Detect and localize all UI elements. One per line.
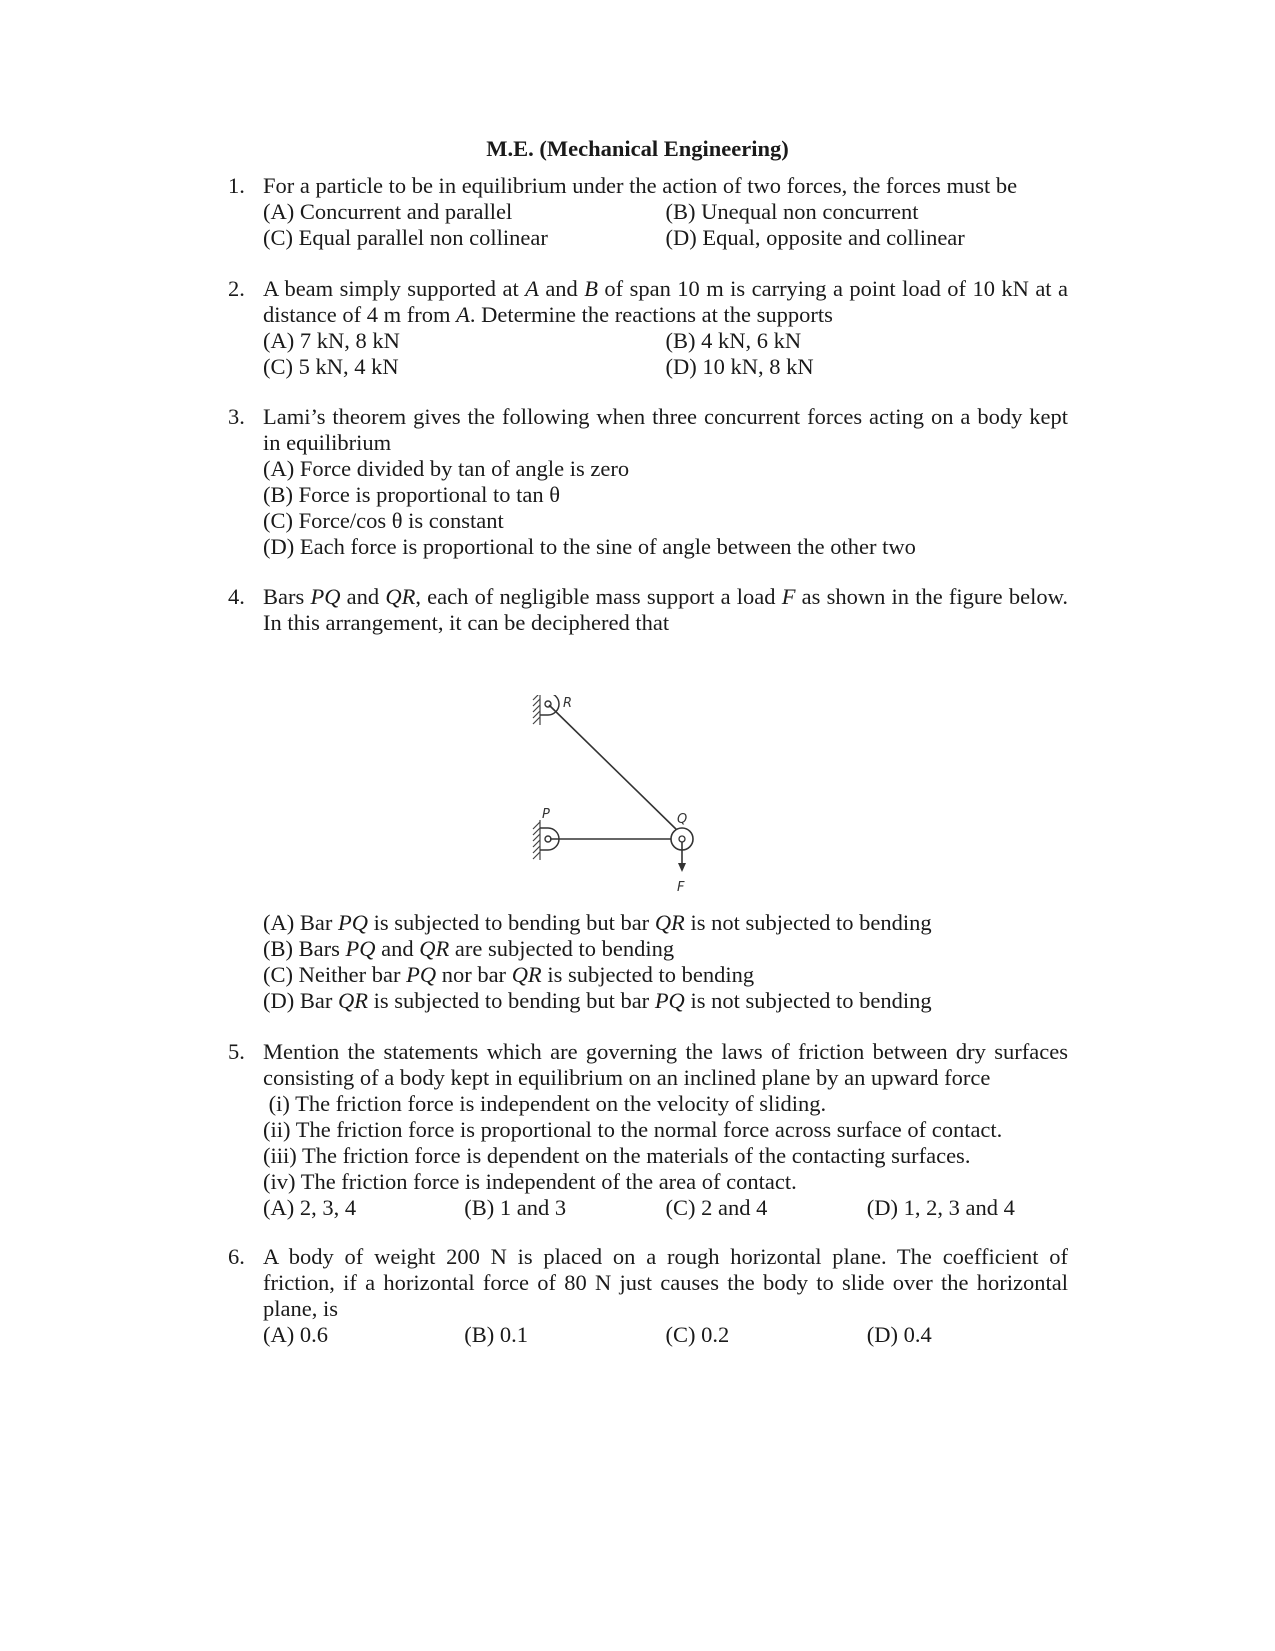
option-a: (A) 7 kN, 8 kN: [263, 328, 400, 353]
question-number: 6.: [228, 1244, 245, 1269]
question-number: 5.: [228, 1039, 245, 1064]
option-a: (A) 2, 3, 4: [263, 1195, 357, 1220]
option-c: (C) 5 kN, 4 kN: [263, 354, 399, 379]
statement-iii: (iii) The friction force is dependent on the materials of the contacting surfaces.: [263, 1143, 971, 1168]
bar-support-figure: [530, 695, 750, 930]
option-d: (D) 1, 2, 3 and 4: [866, 1195, 1015, 1220]
option-d: (D) 0.4: [866, 1322, 932, 1347]
option-b: (B) Unequal non concurrent: [665, 199, 919, 224]
option-c: (C) 2 and 4: [665, 1195, 768, 1220]
question-6: [228, 1244, 1068, 1348]
load-arrowhead: [678, 863, 686, 872]
question-stem: Mention the statements which are governing the laws of friction between dry surfaces consisting of a body kept in equilibrium on an inclined plane by an upward force: [263, 1039, 1068, 1090]
question-2: [228, 276, 1068, 380]
question-4: [228, 584, 1068, 636]
option-a: (A) Bar PQ is subjected to bending but bar QR is not subjected to bending: [263, 910, 932, 935]
label-f: F: [677, 880, 685, 895]
label-p: P: [542, 807, 550, 822]
statement-i: (i) The friction force is independent on the velocity of sliding.: [263, 1091, 827, 1116]
option-b: (B) 1 and 3: [464, 1195, 567, 1220]
option-c: (C) Neither bar PQ nor bar QR is subjected to bending: [263, 962, 755, 987]
option-b: (B) Force is proportional to tan θ: [263, 482, 560, 507]
question-stem: A beam simply supported at A and B of span 10 m is carrying a point load of 10 kN at a distance of 4 m from A. Determine the reactions at the supports: [263, 276, 1068, 327]
option-a: (A) Concurrent and parallel: [263, 199, 513, 224]
option-c: (C) Equal parallel non collinear: [263, 225, 548, 250]
label-q: Q: [677, 812, 688, 827]
option-a: (A) 0.6: [263, 1322, 328, 1347]
question-number: 1.: [228, 173, 245, 198]
option-d: (D) 10 kN, 8 kN: [665, 354, 814, 379]
option-d: (D) Bar QR is subjected to bending but bar PQ is not subjected to bending: [263, 988, 932, 1013]
option-b: (B) Bars PQ and QR are subjected to bending: [263, 936, 675, 961]
question-stem: Bars PQ and QR, each of negligible mass support a load F as shown in the figure below. In this arrangement, it can be deciphered that: [263, 584, 1068, 635]
statement-ii: (ii) The friction force is proportional to the normal force across surface of contact.: [263, 1117, 1003, 1142]
bar-qr: [549, 705, 680, 833]
question-stem: For a particle to be in equilibrium under the action of two forces, the forces must be: [263, 173, 1018, 198]
question-stem: A body of weight 200 N is placed on a rough horizontal plane. The coefficient of friction, if a horizontal force of 80 N just causes the body to slide over the horizontal plane, is: [263, 1244, 1068, 1321]
option-c: (C) Force/cos θ is constant: [263, 508, 504, 533]
page-title: M.E. (Mechanical Engineering): [486, 136, 789, 161]
option-b: (B) 0.1: [464, 1322, 528, 1347]
option-d: (D) Each force is proportional to the sine of angle between the other two: [263, 534, 916, 559]
question-5: [228, 1039, 1068, 1221]
option-b: (B) 4 kN, 6 kN: [665, 328, 802, 353]
label-r: R: [563, 696, 573, 711]
wall-support-p: [533, 820, 540, 860]
question-number: 4.: [228, 584, 245, 609]
wall-support-r: [533, 695, 540, 725]
question-number: 2.: [228, 276, 245, 301]
statement-iv: (iv) The friction force is independent of the area of contact.: [263, 1169, 797, 1194]
question-3: [228, 404, 1068, 560]
question-stem: Lami’s theorem gives the following when three concurrent forces acting on a body kept in equilibrium: [263, 404, 1068, 455]
question-number: 3.: [228, 404, 245, 429]
option-a: (A) Force divided by tan of angle is zero: [263, 456, 630, 481]
question-1: [228, 173, 1068, 251]
question-4-options: [228, 910, 1068, 1014]
option-c: (C) 0.2: [665, 1322, 730, 1347]
option-d: (D) Equal, opposite and collinear: [665, 225, 965, 250]
